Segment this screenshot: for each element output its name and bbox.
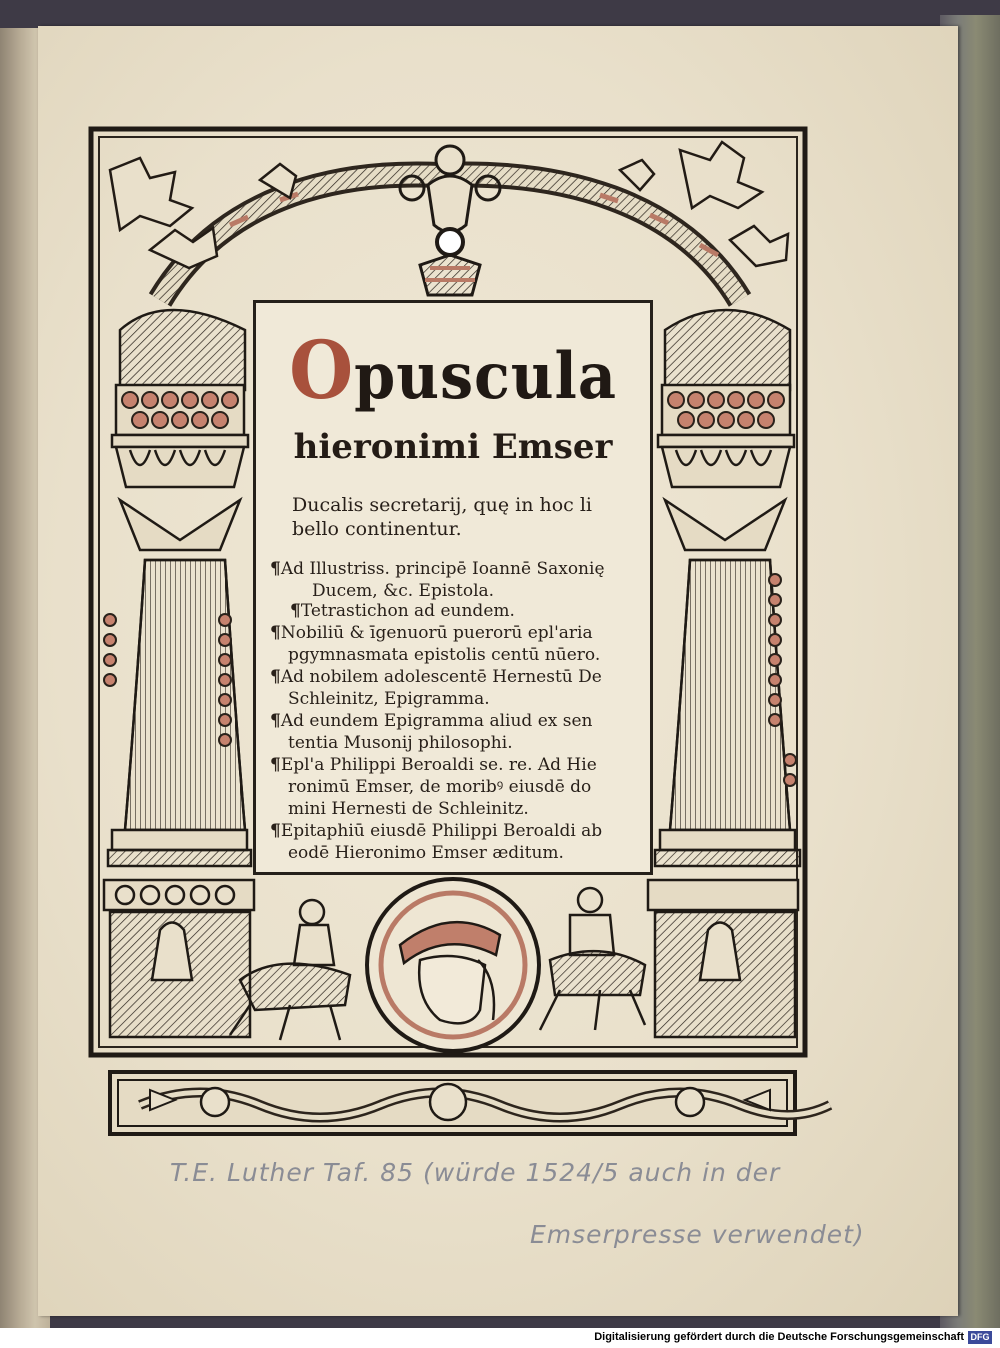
contents-line-1: ¶Ad Illustriss. principē Ioannē Saxonię	[270, 559, 605, 579]
contents-line-10: ¶Epl'a Philippi Beroaldi se. re. Ad Hie	[270, 755, 597, 775]
contents-line-8: ¶Ad eundem Epigramma aliud ex sen	[270, 711, 593, 731]
contents-line-14: eodē Hieronimo Emser æditum.	[288, 843, 564, 863]
contents-line-6: ¶Ad nobilem adolescentē Hernestū De	[270, 667, 602, 687]
book-title	[272, 323, 634, 417]
contents-line-11: ronimū Emser, de moribꝰ eiusdē do	[288, 777, 592, 797]
intro-line-2: bello continentur.	[292, 518, 462, 540]
contents-line-2: Ducem, &c. Epistola.	[312, 581, 495, 601]
contents-line-4: ¶Nobiliū & īgenuorū puerorū epl'aria	[270, 623, 593, 643]
contents-line-13: ¶Epitaphiū eiusdē Philippi Beroaldi ab	[270, 821, 603, 841]
title-initial: O	[289, 323, 355, 417]
bottom-frieze	[110, 1072, 830, 1134]
dfg-logo: DFG	[968, 1331, 992, 1344]
footer-bar	[0, 1328, 1000, 1348]
right-column	[648, 310, 800, 1037]
annotation-line-1: T.E. Luther Taf. 85 (würde 1524/5 auch in der	[170, 1158, 781, 1187]
author-name: hieronimi Emser	[293, 427, 613, 467]
title-rest: puscula	[354, 339, 617, 414]
title-text-panel	[253, 300, 653, 875]
funding-credit: Digitalisierung gefördert durch die Deutsche Forschungsgemeinschaft	[594, 1331, 964, 1343]
pencil-annotation	[170, 1150, 910, 1260]
portrait-medallion	[367, 879, 539, 1051]
contents-line-7: Schleinitz, Epigramma.	[288, 689, 490, 709]
contents-line-12: mini Hernesti de Schleinitz.	[288, 799, 529, 819]
annotation-line-2: Emserpresse verwendet)	[530, 1220, 865, 1249]
left-column	[104, 310, 254, 1037]
intro-line-1: Ducalis secretarij, quę in hoc li	[292, 494, 592, 516]
contents-line-9: tentia Musonij philosophi.	[288, 733, 513, 753]
contents-line-5: pgymnasmata epistolis centū nūero.	[288, 645, 601, 665]
contents-line-3: ¶Tetrastichon ad eundem.	[290, 601, 515, 621]
